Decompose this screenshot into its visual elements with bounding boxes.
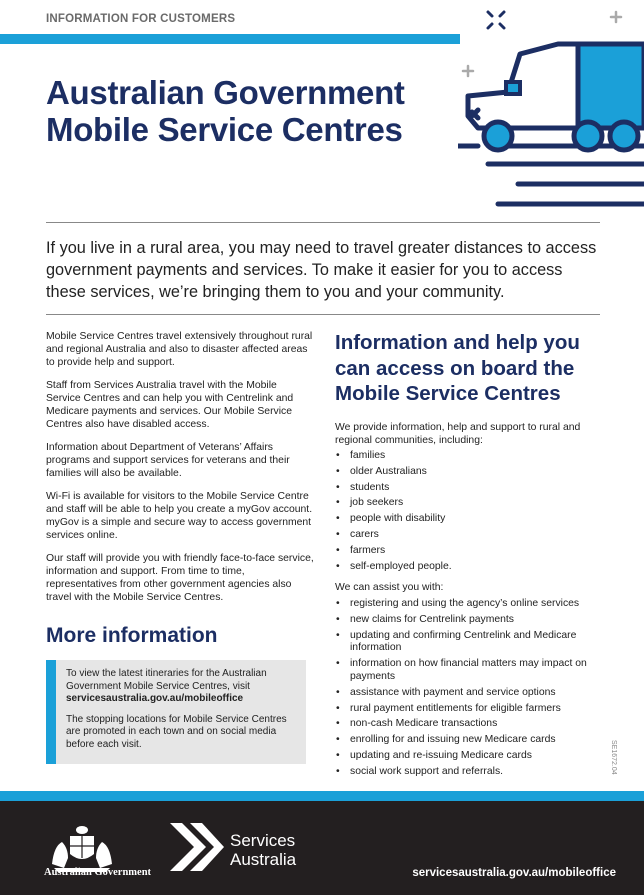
right-heading: Information and help you can access on board the Mobile Service Centres	[335, 331, 580, 405]
intro-paragraph: If you live in a rural area, you may need to travel greater distances to access government payments and services. To make it easier for you to access these services, we’re bringing them to you and your community.	[46, 239, 597, 301]
list-item: • assistance with payment and service options	[335, 687, 605, 700]
list-item: • students	[335, 482, 605, 495]
list-item: • social work support and referrals.	[335, 766, 605, 779]
callout-text	[66, 668, 296, 706]
list-item: • updating and confirming Centrelink and Medicare information	[335, 630, 605, 656]
left-paragraph: Mobile Service Centres travel extensively throughout rural and regional Australia and also to disaster affected areas to provide help and support.	[46, 331, 313, 368]
list-item: • people with disability	[335, 513, 605, 526]
sa-name-line-2: Australia	[230, 850, 297, 869]
callout-itinerary-text: To view the latest itineraries for the Australian Government Mobile Service Centres, visit	[66, 668, 267, 692]
page-title	[46, 74, 466, 148]
list-item: • non-cash Medicare transactions	[335, 718, 605, 731]
assist-intro: We can assist you with:	[335, 582, 444, 593]
sa-name-line-1: Services	[230, 831, 296, 850]
list-item: • enrolling for and issuing new Medicare cards	[335, 734, 605, 747]
list-item: • registering and using the agency’s online services	[335, 598, 605, 611]
list-item: • rural payment entitlements for eligible farmers	[335, 703, 605, 716]
left-paragraph: Staff from Services Australia travel with the Mobile Service Centres and can help you with Centrelink and Medicare payments and services. Our Mobile Service Centres also have disabled access.	[46, 380, 294, 430]
services-australia-name	[230, 831, 296, 869]
list-item: • job seekers	[335, 497, 605, 510]
left-column	[46, 330, 314, 614]
footer	[0, 801, 644, 895]
list-item: • families	[335, 450, 605, 463]
communities-list	[335, 450, 605, 576]
document-code: SE1672.04	[610, 740, 617, 775]
truck-icon	[458, 4, 644, 210]
title-line-2: Mobile Service Centres	[46, 111, 403, 148]
more-information-heading: More information	[46, 624, 218, 647]
footer-url-link[interactable]: servicesaustralia.gov.au/mobileoffice	[412, 867, 616, 879]
list-item: • self-employed people.	[335, 561, 605, 574]
accent-bar	[0, 34, 460, 44]
info-callout-box	[46, 660, 306, 764]
left-paragraph: Wi-Fi is available for visitors to the Mobile Service Centre and staff will be able to help you create a myGov account. myGov is a simple and secure way to access government services online.	[46, 491, 313, 541]
title-line-1: Australian Government	[46, 74, 405, 111]
list-item: • carers	[335, 529, 605, 542]
assist-list	[335, 598, 605, 782]
mobileoffice-link[interactable]: servicesaustralia.gov.au/mobileoffice	[66, 693, 244, 705]
divider-bottom	[46, 314, 600, 315]
footer-accent-stripe	[0, 791, 644, 801]
left-paragraph: Information about Department of Veterans’ Affairs programs and support services for veterans and their families will also be available.	[46, 442, 290, 479]
left-paragraph: Our staff will provide you with friendly face-to-face service, information and support. From time to time, representatives from other government agencies also travel with the Mobile Service Centres.	[46, 553, 314, 603]
list-item: • farmers	[335, 545, 605, 558]
list-item: • older Australians	[335, 466, 605, 479]
eyebrow-label: INFORMATION FOR CUSTOMERS	[46, 13, 236, 25]
callout-locations-text: The stopping locations for Mobile Service Centres are promoted in each town and on social media before each visit.	[66, 713, 287, 750]
services-australia-logo-icon	[168, 821, 224, 873]
communities-intro: We provide information, help and support to rural and regional communities, including:	[335, 422, 581, 446]
list-item: • information on how financial matters may impact on payments	[335, 658, 605, 684]
list-item: • new claims for Centrelink payments	[335, 614, 605, 627]
australian-government-label: Australian Government	[44, 867, 152, 878]
divider-top	[46, 222, 600, 223]
list-item: • updating and re-issuing Medicare cards	[335, 750, 605, 763]
